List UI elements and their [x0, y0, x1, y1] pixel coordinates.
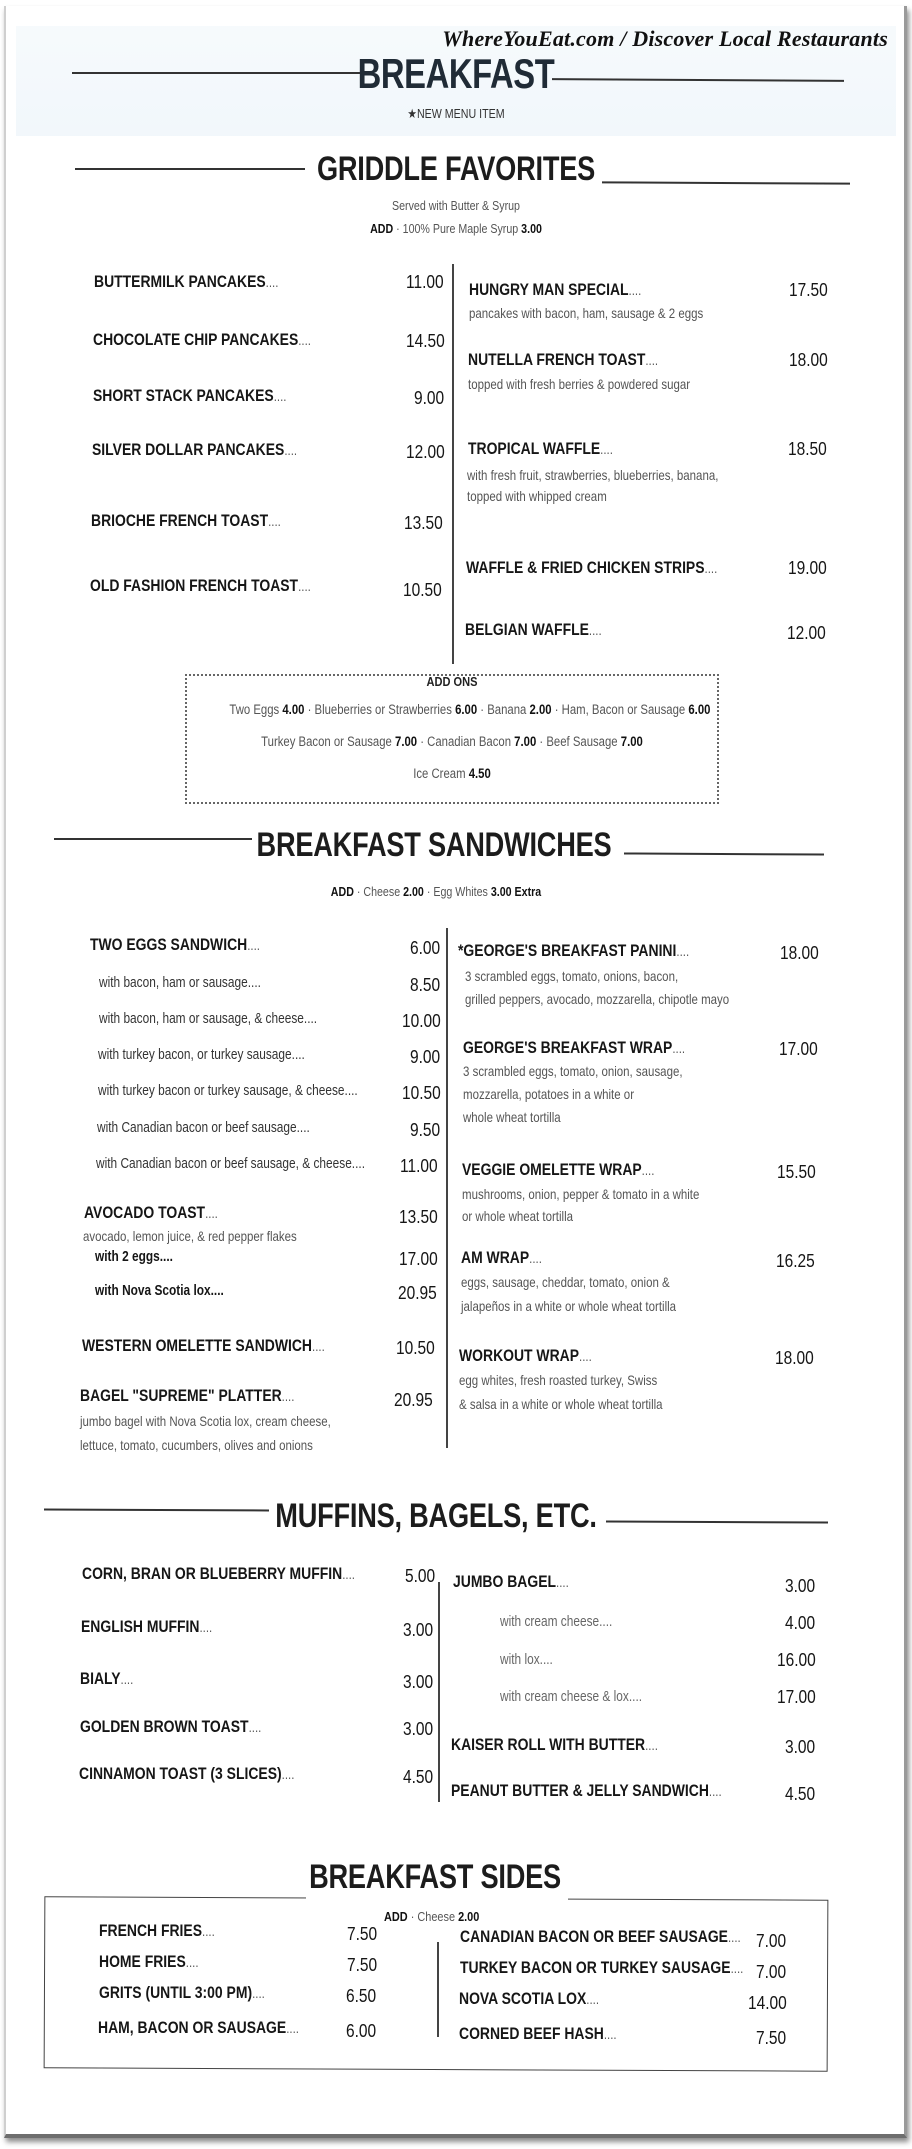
- item-description: egg whites, fresh roasted turkey, Swiss: [459, 1372, 658, 1388]
- item-price: 17.00: [399, 1249, 438, 1269]
- menu-item: HUNGRY MAN SPECIAL....: [469, 280, 642, 299]
- item-price: 5.00: [405, 1566, 436, 1586]
- item-option: with turkey bacon, or turkey sausage....: [98, 1047, 305, 1063]
- add-ons-box: [185, 674, 719, 804]
- item-price: 11.00: [400, 1156, 438, 1176]
- menu-item: ENGLISH MUFFIN....: [81, 1617, 213, 1636]
- menu-item: TWO EGGS SANDWICH....: [90, 935, 260, 954]
- item-price: 10.00: [402, 1011, 441, 1031]
- menu-item: BRIOCHE FRENCH TOAST....: [91, 511, 281, 530]
- menu-item: BELGIAN WAFFLE....: [465, 620, 602, 639]
- item-option: with Nova Scotia lox....: [95, 1283, 224, 1299]
- item-price: 17.50: [789, 280, 828, 300]
- menu-item: VEGGIE OMELETTE WRAP....: [462, 1160, 655, 1179]
- item-price: 14.50: [406, 331, 445, 351]
- menu-item: BUTTERMILK PANCAKES....: [94, 272, 279, 291]
- menu-item: WESTERN OMELETTE SANDWICH....: [82, 1336, 325, 1355]
- item-option: with 2 eggs....: [95, 1249, 173, 1265]
- item-price: 12.00: [406, 442, 445, 462]
- item-option: with turkey bacon or turkey sausage, & cheese....: [98, 1083, 358, 1099]
- item-price: 17.00: [777, 1687, 816, 1707]
- item-option: with bacon, ham or sausage, & cheese....: [99, 1011, 318, 1027]
- item-description: or whole wheat tortilla: [462, 1208, 574, 1224]
- menu-item: FRENCH FRIES....: [99, 1921, 215, 1940]
- menu-item: CORNED BEEF HASH....: [459, 2024, 617, 2043]
- item-price: 7.00: [756, 1931, 787, 1951]
- item-description: pancakes with bacon, ham, sausage & 2 eggs: [469, 305, 704, 321]
- item-description: mozzarella, potatoes in a white or: [463, 1086, 635, 1102]
- item-option: with cream cheese....: [500, 1614, 613, 1630]
- item-price: 13.50: [399, 1207, 438, 1227]
- griddle-add-note: ADD · 100% Pure Maple Syrup 3.00: [370, 221, 542, 236]
- sandwiches-add-note: ADD · Cheese 2.00 · Egg Whites 3.00 Extra: [330, 884, 542, 899]
- menu-item: OLD FASHION FRENCH TOAST....: [90, 576, 311, 595]
- menu-item: *GEORGE'S BREAKFAST PANINI....: [458, 941, 690, 960]
- menu-item: HAM, BACON OR SAUSAGE....: [98, 2018, 299, 2037]
- section-title-muffins: MUFFINS, BAGELS, ETC.: [275, 1497, 597, 1535]
- menu-item: CORN, BRAN OR BLUEBERRY MUFFIN....: [82, 1564, 355, 1583]
- item-price: 19.00: [788, 558, 827, 578]
- item-price: 7.50: [347, 1955, 378, 1975]
- item-price: 20.95: [394, 1390, 433, 1410]
- item-description: & salsa in a white or whole wheat tortilla: [459, 1396, 663, 1412]
- item-option: with bacon, ham or sausage....: [99, 975, 261, 991]
- item-option: with lox....: [500, 1652, 553, 1668]
- item-description: with fresh fruit, strawberries, blueberries, banana,: [467, 467, 719, 483]
- item-price: 3.00: [785, 1737, 816, 1757]
- item-price: 18.00: [780, 943, 819, 963]
- menu-item: KAISER ROLL WITH BUTTER....: [451, 1735, 658, 1754]
- sides-add-note: ADD · Cheese 2.00: [384, 1909, 480, 1924]
- menu-item: NUTELLA FRENCH TOAST....: [468, 350, 659, 369]
- item-description: avocado, lemon juice, & red pepper flakes: [83, 1228, 297, 1244]
- add-ons-title: ADD ONS: [426, 674, 478, 689]
- item-price: 12.00: [787, 623, 826, 643]
- item-description: whole wheat tortilla: [463, 1109, 561, 1125]
- item-price: 13.50: [404, 513, 443, 533]
- item-description: mushrooms, onion, pepper & tomato in a white: [462, 1186, 700, 1202]
- menu-item: PEANUT BUTTER & JELLY SANDWICH....: [451, 1781, 722, 1800]
- item-price: 17.00: [779, 1039, 818, 1059]
- item-price: 3.00: [403, 1672, 434, 1692]
- item-option: with Canadian bacon or beef sausage, & cheese....: [96, 1156, 366, 1172]
- item-price: 15.50: [777, 1162, 816, 1182]
- item-price: 14.00: [748, 1993, 787, 2013]
- item-price: 20.95: [398, 1283, 437, 1303]
- item-description: jalapeños in a white or whole wheat tortilla: [461, 1298, 677, 1314]
- column-divider: [437, 1942, 439, 2037]
- add-ons-line: Two Eggs 4.00 · Blueberries or Strawberries 6.00 · Banana 2.00 · Ham, Bacon or Sausage 6.00: [229, 702, 711, 717]
- column-divider: [452, 264, 454, 664]
- item-price: 4.00: [785, 1613, 816, 1633]
- item-description: topped with whipped cream: [467, 488, 607, 504]
- menu-item: WORKOUT WRAP....: [459, 1346, 592, 1365]
- item-price: 8.50: [410, 975, 441, 995]
- section-title-sides: BREAKFAST SIDES: [309, 1858, 561, 1896]
- item-description: jumbo bagel with Nova Scotia lox, cream cheese,: [80, 1413, 331, 1429]
- section-title-griddle: GRIDDLE FAVORITES: [316, 150, 596, 188]
- item-price: 9.00: [414, 388, 445, 408]
- item-price: 4.50: [785, 1784, 816, 1804]
- item-price: 18.50: [788, 439, 827, 459]
- column-divider: [446, 928, 448, 1448]
- item-description: 3 scrambled eggs, tomato, onion, sausage,: [463, 1063, 683, 1079]
- item-price: 7.00: [756, 1962, 787, 1982]
- item-price: 10.50: [403, 580, 442, 600]
- item-price: 18.00: [789, 350, 828, 370]
- menu-item: GRITS (UNTIL 3:00 PM)....: [99, 1983, 265, 2002]
- item-price: 3.00: [403, 1719, 434, 1739]
- item-price: 16.00: [777, 1650, 816, 1670]
- menu-item: GOLDEN BROWN TOAST....: [80, 1717, 262, 1736]
- menu-item: CANADIAN BACON OR BEEF SAUSAGE....: [460, 1927, 741, 1946]
- section-title-sandwiches: BREAKFAST SANDWICHES: [256, 826, 612, 864]
- item-price: 7.50: [347, 1924, 378, 1944]
- menu-item: AVOCADO TOAST....: [84, 1203, 218, 1222]
- item-option: with Canadian bacon or beef sausage....: [97, 1120, 310, 1136]
- menu-item: BAGEL "SUPREME" PLATTER....: [80, 1386, 295, 1405]
- item-price: 6.00: [410, 938, 441, 958]
- menu-item: SILVER DOLLAR PANCAKES....: [92, 440, 298, 459]
- menu-item: BIALY....: [80, 1669, 134, 1688]
- item-price: 18.00: [775, 1348, 814, 1368]
- item-price: 7.50: [756, 2028, 787, 2048]
- menu-item: JUMBO BAGEL....: [453, 1572, 569, 1591]
- item-price: 11.00: [406, 272, 444, 292]
- item-price: 9.50: [410, 1120, 441, 1140]
- menu-item: CHOCOLATE CHIP PANCAKES....: [93, 330, 312, 349]
- griddle-note: Served with Butter & Syrup: [392, 198, 520, 213]
- menu-item: HOME FRIES....: [99, 1952, 199, 1971]
- menu-title: BREAKFAST: [357, 50, 555, 97]
- menu-item: WAFFLE & FRIED CHICKEN STRIPS....: [466, 558, 718, 577]
- item-price: 3.00: [785, 1576, 816, 1596]
- add-ons-line: Ice Cream 4.50: [413, 766, 491, 781]
- item-description: topped with fresh berries & powdered sugar: [468, 376, 691, 392]
- menu-item: SHORT STACK PANCAKES....: [93, 386, 287, 405]
- menu-item: TROPICAL WAFFLE....: [468, 439, 613, 458]
- menu-item: TURKEY BACON OR TURKEY SAUSAGE....: [460, 1958, 744, 1977]
- menu-page: [4, 6, 907, 2138]
- item-price: 16.25: [776, 1251, 815, 1271]
- item-price: 10.50: [402, 1083, 441, 1103]
- item-description: lettuce, tomato, cucumbers, olives and onions: [80, 1437, 313, 1453]
- item-description: grilled peppers, avocado, mozzarella, chipotle mayo: [465, 991, 730, 1007]
- item-price: 9.00: [410, 1047, 441, 1067]
- menu-item: AM WRAP....: [461, 1248, 542, 1267]
- item-description: 3 scrambled eggs, tomato, onions, bacon,: [465, 968, 679, 984]
- item-price: 10.50: [396, 1338, 435, 1358]
- site-watermark: WhereYouEat.com / Discover Local Restaurants: [442, 26, 888, 51]
- new-item-legend: ★NEW MENU ITEM: [407, 106, 505, 121]
- add-ons-line: Turkey Bacon or Sausage 7.00 · Canadian Bacon 7.00 · Beef Sausage 7.00: [261, 734, 643, 749]
- item-description: eggs, sausage, cheddar, tomato, onion &: [461, 1274, 670, 1290]
- item-option: with cream cheese & lox....: [500, 1689, 643, 1705]
- item-price: 4.50: [403, 1767, 434, 1787]
- menu-item: GEORGE'S BREAKFAST WRAP....: [463, 1038, 686, 1057]
- column-divider: [438, 1582, 440, 1802]
- item-price: 6.50: [346, 1986, 377, 2006]
- item-price: 3.00: [403, 1620, 434, 1640]
- menu-item: CINNAMON TOAST (3 SLICES)....: [79, 1764, 295, 1783]
- item-price: 6.00: [346, 2021, 377, 2041]
- menu-item: NOVA SCOTIA LOX....: [459, 1989, 600, 2008]
